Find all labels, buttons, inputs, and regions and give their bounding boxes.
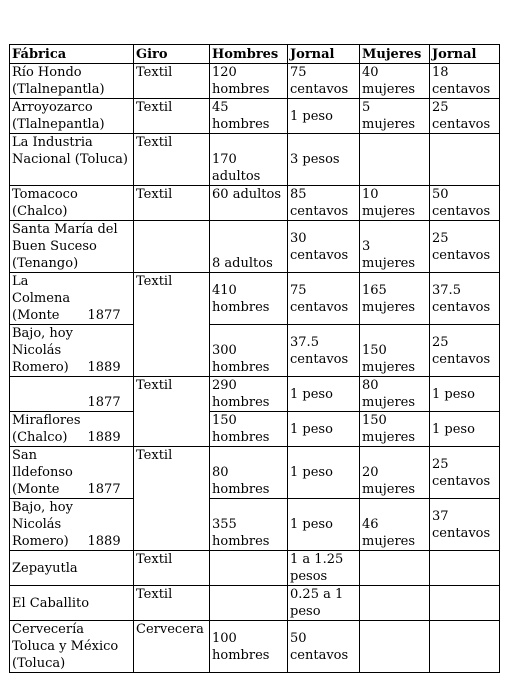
cell-fabrica: San Ildefonso (Monte [10, 447, 86, 499]
cell-mujeres: 150 mujeres [360, 325, 430, 377]
cell-jornal-hombres: 75 centavos [288, 64, 360, 99]
header-fabrica: Fábrica [10, 45, 134, 64]
cell-fabrica: Río Hondo (Tlalnepantla) [10, 64, 134, 99]
cell-mujeres: 150 mujeres [360, 412, 430, 447]
cell-year: 1889 [86, 499, 134, 551]
table-row [10, 377, 500, 412]
cell-year: 1877 [86, 447, 134, 499]
cell-mujeres [360, 586, 430, 621]
cell-jornal-mujeres: 18 centavos [430, 64, 500, 99]
cell-hombres: 150 hombres [210, 412, 288, 447]
table-row [10, 412, 500, 447]
cell-mujeres: 20 mujeres [360, 447, 430, 499]
cell-fabrica: Santa María del Buen Suceso (Tenango) [10, 221, 134, 273]
header-jornal-mujeres: Jornal [430, 45, 500, 64]
cell-mujeres [360, 134, 430, 186]
cell-jornal-hombres: 1 a 1.25 pesos [288, 551, 360, 586]
table-row [10, 186, 500, 221]
cell-jornal-hombres: 1 peso [288, 377, 360, 412]
cell-year: 1877 [86, 273, 134, 325]
table-row [10, 273, 500, 325]
cell-hombres: 80 hombres [210, 447, 288, 499]
cell-fabrica: Arroyozarco (Tlalnepantla) [10, 99, 134, 134]
cell-jornal-hombres: 75 centavos [288, 273, 360, 325]
table-row [10, 447, 500, 499]
cell-mujeres: 5 mujeres [360, 99, 430, 134]
table-row [10, 221, 500, 273]
cell-jornal-mujeres [430, 621, 500, 673]
cell-jornal-hombres: 3 pesos [288, 134, 360, 186]
cell-fabrica: La Industria Nacional (Toluca) [10, 134, 134, 186]
cell-mujeres: 46 mujeres [360, 499, 430, 551]
cell-fabrica: Zepayutla [10, 551, 134, 586]
cell-jornal-mujeres [430, 134, 500, 186]
table-row [10, 64, 500, 99]
table-row [10, 586, 500, 621]
cell-jornal-hombres: 1 peso [288, 447, 360, 499]
cell-jornal-hombres: 1 peso [288, 99, 360, 134]
cell-hombres: 60 adultos [210, 186, 288, 221]
cell-jornal-hombres: 30 centavos [288, 221, 360, 273]
header-hombres: Hombres [210, 45, 288, 64]
cell-jornal-mujeres: 25 centavos [430, 325, 500, 377]
cell-giro: Textil [134, 447, 210, 551]
cell-jornal-hombres: 50 centavos [288, 621, 360, 673]
cell-giro: Textil [134, 586, 210, 621]
header-mujeres: Mujeres [360, 45, 430, 64]
cell-jornal-mujeres: 25 centavos [430, 447, 500, 499]
table-row [10, 134, 500, 186]
cell-year: 1877 [86, 377, 134, 412]
cell-hombres: 100 hombres [210, 621, 288, 673]
cell-hombres: 410 hombres [210, 273, 288, 325]
cell-jornal-mujeres: 50 centavos [430, 186, 500, 221]
cell-hombres [210, 551, 288, 586]
cell-year: 1889 [86, 325, 134, 377]
cell-hombres: 45 hombres [210, 99, 288, 134]
cell-giro: Textil [134, 99, 210, 134]
cell-giro: Textil [134, 551, 210, 586]
cell-fabrica: Bajo, hoy Nicolás Romero) [10, 325, 86, 377]
header-row [10, 45, 500, 64]
cell-jornal-mujeres: 1 peso [430, 412, 500, 447]
cell-jornal-mujeres: 25 centavos [430, 221, 500, 273]
cell-jornal-hombres: 1 peso [288, 412, 360, 447]
cell-jornal-mujeres: 25 centavos [430, 99, 500, 134]
table-row [10, 99, 500, 134]
cell-jornal-hombres: 0.25 a 1 peso [288, 586, 360, 621]
table-row [10, 325, 500, 377]
cell-giro: Cervecera [134, 621, 210, 673]
cell-fabrica: Tomacoco (Chalco) [10, 186, 134, 221]
wages-table [9, 44, 500, 673]
cell-giro: Textil [134, 134, 210, 186]
table-row [10, 621, 500, 673]
cell-fabrica: Miraflores (Chalco) [10, 412, 86, 447]
cell-jornal-mujeres [430, 551, 500, 586]
cell-giro: Textil [134, 64, 210, 99]
cell-jornal-hombres: 85 centavos [288, 186, 360, 221]
table-row [10, 551, 500, 586]
cell-hombres: 300 hombres [210, 325, 288, 377]
cell-mujeres: 40 mujeres [360, 64, 430, 99]
cell-jornal-mujeres [430, 586, 500, 621]
cell-fabrica-blank [10, 377, 86, 412]
cell-mujeres: 80 mujeres [360, 377, 430, 412]
cell-giro: Textil [134, 186, 210, 221]
cell-giro: Textil [134, 377, 210, 447]
cell-hombres: 8 adultos [210, 221, 288, 273]
cell-mujeres: 165 mujeres [360, 273, 430, 325]
cell-hombres: 170 adultos [210, 134, 288, 186]
cell-giro [134, 221, 210, 273]
header-jornal-hombres: Jornal [288, 45, 360, 64]
cell-mujeres [360, 621, 430, 673]
cell-fabrica: El Caballito [10, 586, 134, 621]
cell-mujeres: 10 mujeres [360, 186, 430, 221]
cell-fabrica: Bajo, hoy Nicolás Romero) [10, 499, 86, 551]
cell-hombres: 120 hombres [210, 64, 288, 99]
cell-year: 1889 [86, 412, 134, 447]
cell-giro: Textil [134, 273, 210, 377]
cell-jornal-mujeres: 37 centavos [430, 499, 500, 551]
cell-jornal-mujeres: 1 peso [430, 377, 500, 412]
cell-fabrica: La Colmena (Monte [10, 273, 86, 325]
cell-jornal-hombres: 37.5 centavos [288, 325, 360, 377]
cell-jornal-hombres: 1 peso [288, 499, 360, 551]
cell-jornal-mujeres: 37.5 centavos [430, 273, 500, 325]
cell-hombres: 290 hombres [210, 377, 288, 412]
cell-hombres: 355 hombres [210, 499, 288, 551]
cell-mujeres [360, 551, 430, 586]
cell-hombres [210, 586, 288, 621]
cell-fabrica: Cervecería Toluca y México (Toluca) [10, 621, 134, 673]
cell-mujeres: 3 mujeres [360, 221, 430, 273]
header-giro: Giro [134, 45, 210, 64]
table-row [10, 499, 500, 551]
